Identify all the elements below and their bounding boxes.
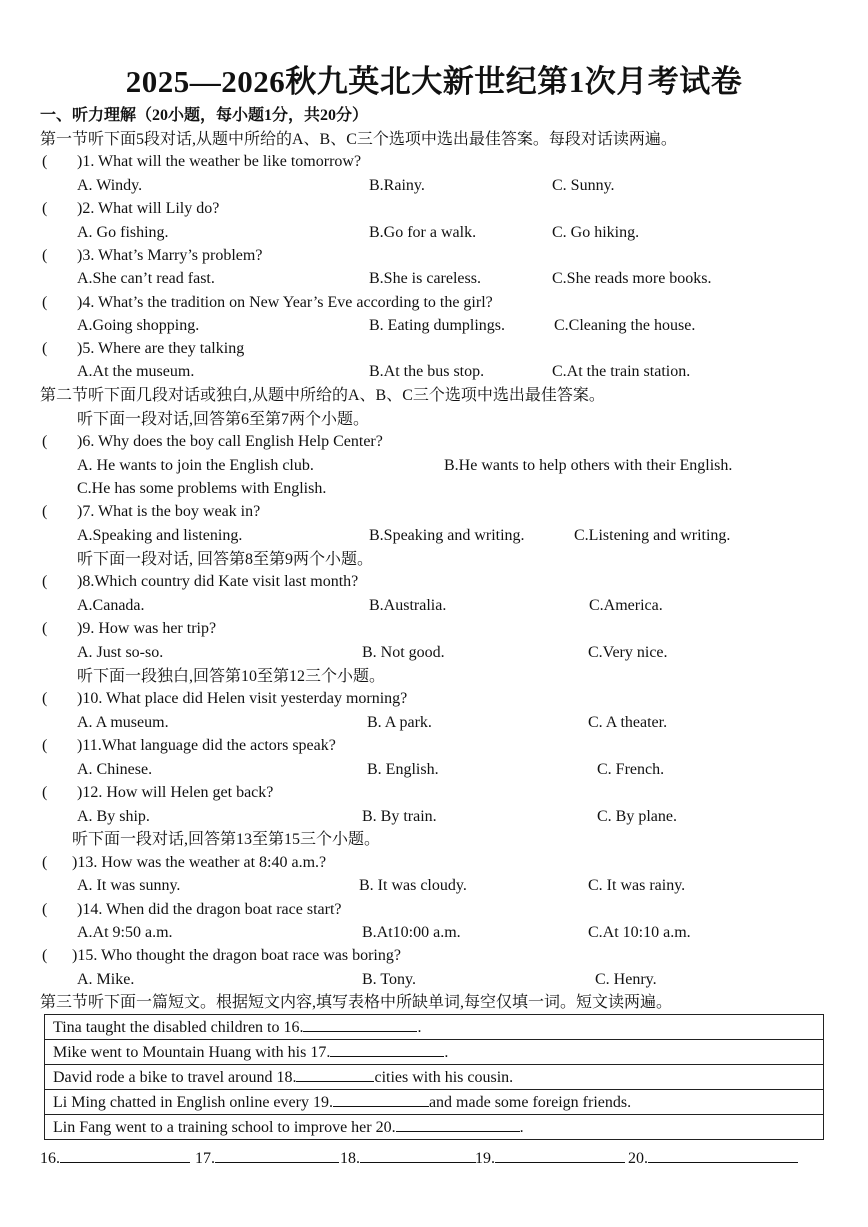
question-2: )2. What will Lily do? [77,200,220,217]
question-11: )11.What language did the actors speak? [77,737,336,754]
q6-option-b: B.He wants to help others with their English. [444,457,733,474]
answer-blank-18[interactable] [360,1148,476,1163]
answer-bracket[interactable]: ( [42,947,48,964]
sub-instruction-13-15: 听下面一段对话,回答第13至第15三个小题。 [72,831,381,848]
row-text: Mike went to Mountain Huang with his 17. [53,1044,331,1061]
answer-bracket[interactable]: ( [42,620,48,637]
exam-title: 2025—2026秋九英北大新世纪第1次月考试卷 [125,64,743,99]
q8-option-b: B.Australia. [369,597,447,614]
q9-option-b: B. Not good. [362,644,445,661]
q7-option-a: A.Speaking and listening. [77,527,243,544]
q11-option-a: A. Chinese. [77,761,153,778]
section1-heading: 一、听力理解（20小题，每小题1分，共20分） [40,107,369,124]
row-text-after: . [519,1119,524,1136]
table-row [45,1015,824,1040]
q5-option-c: C.At the train station. [552,363,691,380]
answer-bracket[interactable]: ( [42,737,48,754]
table-cell [45,1065,824,1090]
q2-option-c: C. Go hiking. [552,224,640,241]
answer-18 [340,1148,476,1168]
row-text: David rode a bike to travel around 18. [53,1069,297,1086]
answer-label: 20. [628,1150,648,1167]
q10-option-a: A. A museum. [77,714,169,731]
answer-19 [475,1148,625,1168]
answer-label: 18. [340,1150,360,1167]
q13-option-c: C. It was rainy. [588,877,686,894]
answer-20 [628,1148,798,1168]
part3-instruction: 第三节听下面一篇短文。根据短文内容,填写表格中所缺单词,每空仅填一词。短文读两遍。 [40,994,673,1011]
q3-option-c: C.She reads more books. [552,270,712,287]
question-6: )6. Why does the boy call English Help Center? [77,433,383,450]
q3-option-b: B.She is careless. [369,270,481,287]
part1-instruction: 第一节听下面5段对话,从题中所给的A、B、C三个选项中选出最佳答案。每段对话读两遍。 [40,131,677,148]
blank-17[interactable] [330,1042,444,1057]
question-1: )1. What will the weather be like tomorrow? [77,153,362,170]
table-row [45,1065,824,1090]
answer-16 [40,1148,190,1168]
q10-option-b: B. A park. [367,714,432,731]
answer-blank-16[interactable] [60,1148,190,1163]
answer-bracket[interactable]: ( [42,247,48,264]
row-text-after: and made some foreign friends. [428,1094,632,1111]
row-text-after: . [444,1044,449,1061]
q1-option-c: C. Sunny. [552,177,615,194]
answer-bracket[interactable]: ( [42,901,48,918]
blank-20[interactable] [396,1117,520,1132]
q11-option-c: C. French. [597,761,665,778]
q9-option-c: C.Very nice. [588,644,668,661]
table-row [45,1090,824,1115]
q12-option-b: B. By train. [362,808,437,825]
q9-option-a: A. Just so-so. [77,644,164,661]
q5-option-b: B.At the bus stop. [369,363,485,380]
answer-blank-20[interactable] [648,1148,798,1163]
question-15: )15. Who thought the dragon boat race was boring? [72,947,401,964]
q6-option-a: A. He wants to join the English club. [77,457,314,474]
question-3: )3. What’s Marry’s problem? [77,247,263,264]
table-row [45,1115,824,1140]
table-cell [45,1115,824,1140]
q15-option-c: C. Henry. [595,971,657,988]
q5-option-a: A.At the museum. [77,363,195,380]
question-4: )4. What’s the tradition on New Year’s Eve according to the girl? [77,294,493,311]
answer-bracket[interactable]: ( [42,573,48,590]
answer-bracket[interactable]: ( [42,784,48,801]
table-cell [45,1040,824,1065]
question-12: )12. How will Helen get back? [77,784,274,801]
answer-bracket[interactable]: ( [42,503,48,520]
question-7: )7. What is the boy weak in? [77,503,261,520]
answer-label: 19. [475,1150,495,1167]
question-8: )8.Which country did Kate visit last month? [77,573,359,590]
q14-option-c: C.At 10:10 a.m. [588,924,691,941]
answer-bracket[interactable]: ( [42,854,48,871]
q4-option-c: C.Cleaning the house. [554,317,696,334]
q15-option-b: B. Tony. [362,971,416,988]
q2-option-a: A. Go fishing. [77,224,169,241]
answer-blank-17[interactable] [215,1148,339,1163]
row-text: Lin Fang went to a training school to improve her 20. [53,1119,396,1136]
question-5: )5. Where are they talking [77,340,245,357]
q15-option-a: A. Mike. [77,971,135,988]
q11-option-b: B. English. [367,761,439,778]
fill-in-table [44,1014,824,1140]
q2-option-b: B.Go for a walk. [369,224,477,241]
answer-bracket[interactable]: ( [42,200,48,217]
q13-option-b: B. It was cloudy. [359,877,467,894]
sub-instruction-10-12: 听下面一段独白,回答第10至第12三个小题。 [77,668,386,685]
answer-bracket[interactable]: ( [42,294,48,311]
q10-option-c: C. A theater. [588,714,668,731]
row-text-after: cities with his cousin. [374,1069,514,1086]
q12-option-a: A. By ship. [77,808,150,825]
part2-instruction: 第二节听下面几段对话或独白,从题中所给的A、B、C三个选项中选出最佳答案。 [40,387,605,404]
q1-option-a: A. Windy. [77,177,143,194]
blank-18[interactable] [296,1067,374,1082]
blank-19[interactable] [333,1092,429,1107]
q3-option-a: A.She can’t read fast. [77,270,215,287]
answer-label: 17. [195,1150,215,1167]
table-cell [45,1090,824,1115]
q14-option-b: B.At10:00 a.m. [362,924,461,941]
blank-16[interactable] [303,1017,417,1032]
q7-option-c: C.Listening and writing. [574,527,731,544]
answer-17 [195,1148,339,1168]
answer-blank-19[interactable] [495,1148,625,1163]
answer-label: 16. [40,1150,60,1167]
q7-option-b: B.Speaking and writing. [369,527,525,544]
answer-bracket[interactable]: ( [42,340,48,357]
row-text: Tina taught the disabled children to 16. [53,1019,304,1036]
answer-bracket[interactable]: ( [42,153,48,170]
sub-instruction-6-7: 听下面一段对话,回答第6至第7两个小题。 [77,411,370,428]
answer-bracket[interactable]: ( [42,690,48,707]
question-9: )9. How was her trip? [77,620,217,637]
question-10: )10. What place did Helen visit yesterday morning? [77,690,408,707]
q13-option-a: A. It was sunny. [77,877,181,894]
answer-bracket[interactable]: ( [42,433,48,450]
q8-option-a: A.Canada. [77,597,145,614]
question-13: )13. How was the weather at 8:40 a.m.? [72,854,327,871]
sub-instruction-8-9: 听下面一段对话, 回答第8至第9两个小题。 [77,551,374,568]
q4-option-a: A.Going shopping. [77,317,200,334]
q6-option-c: C.He has some problems with English. [77,480,327,497]
q12-option-c: C. By plane. [597,808,677,825]
q14-option-a: A.At 9:50 a.m. [77,924,173,941]
q8-option-c: C.America. [589,597,663,614]
q1-option-b: B.Rainy. [369,177,425,194]
row-text: Li Ming chatted in English online every 19. [53,1094,333,1111]
table-row [45,1040,824,1065]
table-cell [45,1015,824,1040]
question-14: )14. When did the dragon boat race start? [77,901,342,918]
q4-option-b: B. Eating dumplings. [369,317,505,334]
row-text-after: . [417,1019,422,1036]
